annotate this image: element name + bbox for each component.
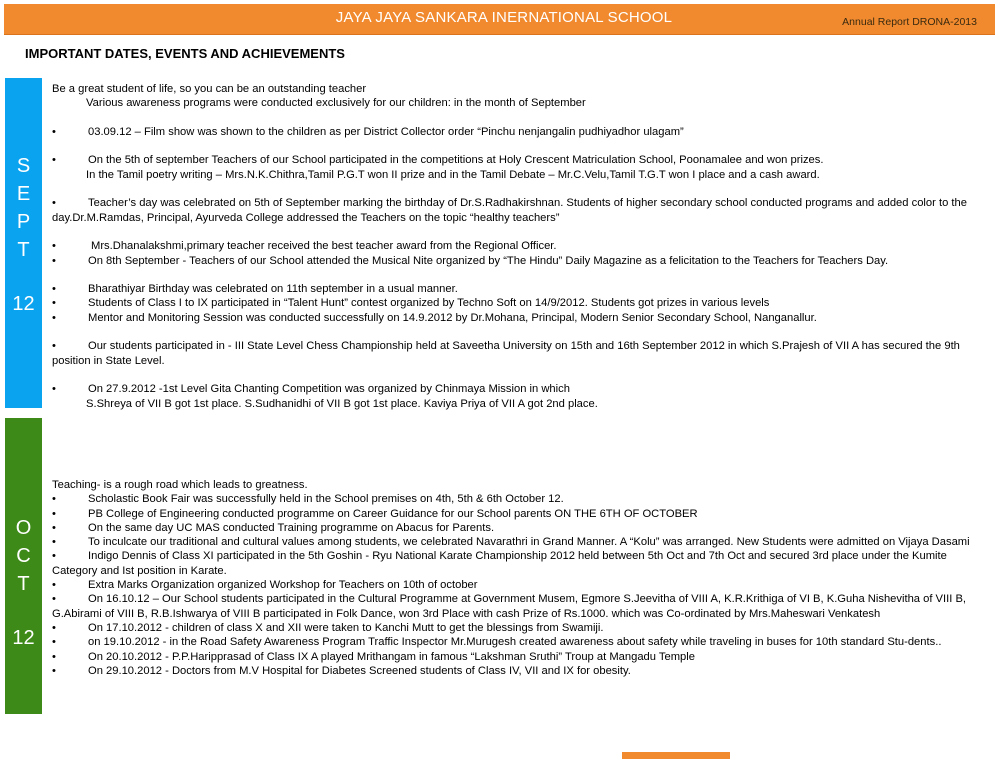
bullet-icon: • xyxy=(52,283,56,296)
bullet-icon: • xyxy=(52,493,56,506)
list-item xyxy=(52,153,992,167)
item-text: Mentor and Monitoring Session was conducted successfully on 14.9.2012 by Dr.Mohana, Principal, Modern Senior Secondary School, Nanganallur. xyxy=(88,311,817,324)
bullet-icon: • xyxy=(52,383,56,396)
bullet-icon: • xyxy=(52,521,56,534)
item-text: On 27.9.2012 -1st Level Gita Chanting Competition was organized by Chinmaya Mission in which xyxy=(88,383,570,396)
list-item xyxy=(52,635,992,649)
item-text: Scholastic Book Fair was successfully held in the School premises on 4th, 5th & 6th October 12. xyxy=(88,493,564,506)
list-item xyxy=(52,592,992,621)
list-item xyxy=(52,239,992,253)
bullet-icon: • xyxy=(52,579,56,592)
list-item xyxy=(52,664,992,678)
bullet-icon: • xyxy=(52,311,56,324)
item-text: On 20.10.2012 - P.P.Haripprasad of Class IX A played Mrithangam in famous “Lakshman Sruthi” Troup at Mangadu Temple xyxy=(88,650,695,663)
month-letter: C xyxy=(16,545,31,567)
list-item xyxy=(52,254,992,268)
month-letter: S xyxy=(16,155,31,177)
school-title: JAYA JAYA SANKARA INERNATIONAL SCHOOL xyxy=(335,9,673,26)
item-text: To inculcate our traditional and cultural values among students, we celebrated Navarathri in Grand Manner. A “Kolu” was arranged. New Students were admitted on Vijaya Dasami xyxy=(88,536,970,549)
list-item xyxy=(52,549,992,578)
item-text: on 19.10.2012 - in the Road Safety Awareness Program Traffic Inspector Mr.Murugesh created awareness about safety while traveling in buses for 10th standard Stu-dents.. xyxy=(88,636,942,649)
item-text: Our students participated in - III State Level Chess Championship held at Saveetha University on 15th and 16th September 2012 in which S.Prajesh of VII A has secured the 9th position in State Level. xyxy=(52,340,960,367)
list-item xyxy=(52,578,992,592)
list-item xyxy=(52,535,992,549)
item-text: Extra Marks Organization organized Workshop for Teachers on 10th of october xyxy=(88,579,478,592)
item-continuation: S.Shreya of VII B got 1st place. S.Sudhanidhi of VII B got 1st place. Kaviya Priya of VII A got 2nd place. xyxy=(86,397,598,410)
item-continuation: In the Tamil poetry writing – Mrs.N.K.Chithra,Tamil P.G.T won II prize and in the Tamil Debate – Mr.C.Velu,Tamil T.G.T won I place and a cash award. xyxy=(86,168,820,181)
list-item xyxy=(52,521,992,535)
item-text: Teacher’s day was celebrated on 5th of September marking the birthday of Dr.S.Radhakirshnan. Students of higher secondary school conducted programs and added color to the day.Dr.M.Ramdas, Principal, Ayurveda College addressed the Teachers on the topic “healthy teachers” xyxy=(52,197,967,224)
item-text: On the 5th of september Teachers of our School participated in the competitions at Holy Crescent Matriculation School, Poonamalee and won prizes. xyxy=(88,154,824,167)
month-letter: T xyxy=(17,239,30,261)
month-year: 12 xyxy=(12,627,35,649)
list-item xyxy=(52,196,992,225)
bullet-icon: • xyxy=(52,664,56,677)
page-heading: IMPORTANT DATES, EVENTS AND ACHIEVEMENTS xyxy=(25,46,345,61)
bullet-icon: • xyxy=(52,240,56,253)
sept-sidebar xyxy=(5,78,42,408)
sept-events xyxy=(52,82,992,411)
bullet-icon: • xyxy=(52,340,56,353)
bullet-icon: • xyxy=(52,550,56,563)
list-item xyxy=(52,282,992,296)
list-item xyxy=(52,621,992,635)
oct-intro: Teaching- is a rough road which leads to greatness. xyxy=(52,479,308,491)
bullet-icon: • xyxy=(52,254,56,267)
item-text: On 16.10.12 – Our School students participated in the Cultural Programme at Government Musem, Egmore S.Jeevitha of VIII A, K.R.Krithiga of VI B, K.Guha Nishevitha of VIII B, G.Abirami of VIII B, R.B.Ishwarya of VIII B participated in Folk Dance, won 3rd Place with cash Prize of Rs.1000. which was Co-ordinated by Mrs.Maheswari Venkatesh xyxy=(52,593,967,620)
bullet-icon: • xyxy=(52,636,56,649)
item-text: PB College of Engineering conducted programme on Career Guidance for our School parents ON THE 6TH OF OCTOBER xyxy=(88,507,698,520)
bullet-icon: • xyxy=(52,197,56,210)
item-text: On 17.10.2012 - children of class X and XII were taken to Kanchi Mutt to get the blessings from Swamiji. xyxy=(88,621,604,634)
item-text: On 8th September - Teachers of our School attended the Musical Nite organized by “The Hindu” Daily Magazine as a felicitation to the Teachers for Teachers Day. xyxy=(88,254,889,267)
bullet-icon: • xyxy=(52,507,56,520)
page-header xyxy=(4,4,995,35)
oct-sidebar xyxy=(5,418,42,714)
month-letter: E xyxy=(16,183,31,205)
list-item xyxy=(52,125,992,139)
item-text: 03.09.12 – Film show was shown to the children as per District Collector order “Pinchu nenjangalin pudhiyadhor ulagam” xyxy=(88,125,684,138)
item-text: Bharathiyar Birthday was celebrated on 11th september in a usual manner. xyxy=(88,283,458,296)
month-letter: T xyxy=(17,573,30,595)
month-letter: P xyxy=(16,211,31,233)
list-item xyxy=(52,296,992,310)
bullet-icon: • xyxy=(52,621,56,634)
month-year: 12 xyxy=(12,293,35,315)
list-item xyxy=(52,650,992,664)
item-text: On the same day UC MAS conducted Training programme on Abacus for Parents. xyxy=(88,521,495,534)
month-letter: O xyxy=(15,517,32,539)
bullet-icon: • xyxy=(52,154,56,167)
list-item xyxy=(52,507,992,521)
bullet-icon: • xyxy=(52,125,56,138)
item-text: Mrs.Dhanalakshmi,primary teacher received the best teacher award from the Regional Officer. xyxy=(91,240,557,253)
item-text: Students of Class I to IX participated in “Talent Hunt” contest organized by Techno Soft on 14/9/2012. Students got prizes in various levels xyxy=(88,297,770,310)
list-item xyxy=(52,311,992,325)
sept-intro-2: Various awareness programs were conducted exclusively for our children: in the month of September xyxy=(86,97,586,110)
list-item xyxy=(52,492,992,506)
bullet-icon: • xyxy=(52,593,56,606)
footer-accent-bar xyxy=(622,752,730,759)
item-text: On 29.10.2012 - Doctors from M.V Hospital for Diabetes Screened students of Class IV, VII and IX for obesity. xyxy=(88,664,631,677)
bullet-icon: • xyxy=(52,536,56,549)
item-text: Indigo Dennis of Class XI participated in the 5th Goshin - Ryu National Karate Championship 2012 held between 5th Oct and 7th Oct and secured 3rd place under the Kumite Category and Ist position in Karate. xyxy=(52,550,947,577)
bullet-icon: • xyxy=(52,297,56,310)
list-item xyxy=(52,382,992,396)
list-item xyxy=(52,339,992,368)
report-label: Annual Report DRONA-2013 xyxy=(842,16,977,28)
oct-events xyxy=(52,478,992,678)
sept-intro: Be a great student of life, so you can be an outstanding teacher xyxy=(52,83,367,95)
bullet-icon: • xyxy=(52,650,56,663)
